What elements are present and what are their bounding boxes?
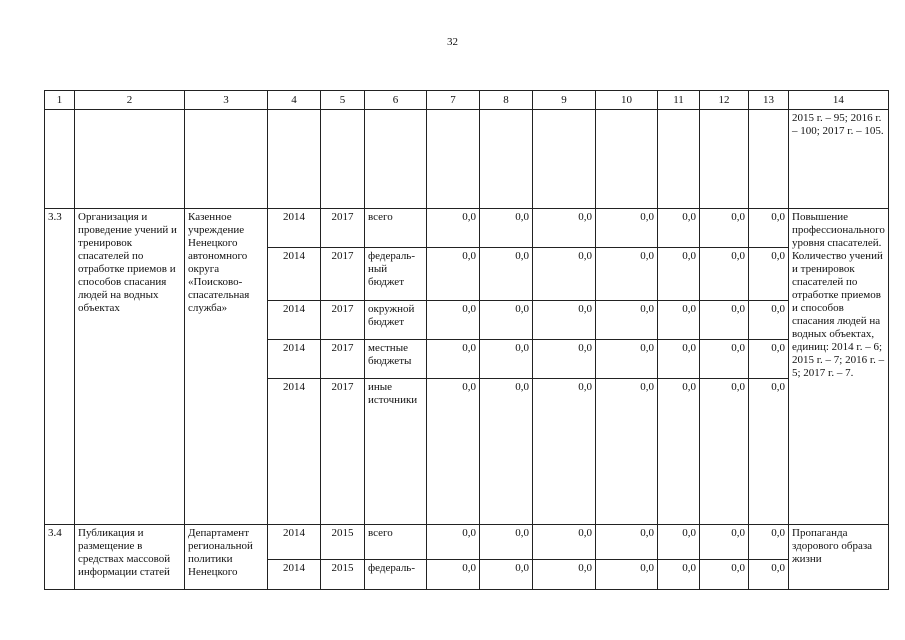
end-year: 2017 xyxy=(321,209,365,248)
amount-cell: 0,0 xyxy=(427,340,480,379)
start-year: 2014 xyxy=(268,525,321,560)
amount-cell: 0,0 xyxy=(658,525,700,560)
amount-cell: 0,0 xyxy=(749,379,789,525)
funding-source: федераль- xyxy=(365,560,427,590)
amount-cell: 0,0 xyxy=(700,525,749,560)
amount-cell: 0,0 xyxy=(658,379,700,525)
end-year: 2015 xyxy=(321,560,365,590)
header-cell-13: 13 xyxy=(749,91,789,110)
amount-cell: 0,0 xyxy=(749,248,789,301)
amount-cell: 0,0 xyxy=(596,560,658,590)
end-year: 2017 xyxy=(321,340,365,379)
header-cell-7: 7 xyxy=(427,91,480,110)
funding-source: федераль-ный бюджет xyxy=(365,248,427,301)
funding-source: всего xyxy=(365,209,427,248)
funding-source: всего xyxy=(365,525,427,560)
measure-name: Организация и проведение учений и тренировок спасателей по отработке приемов и способов спасания людей на водных объектах xyxy=(75,209,185,525)
end-year: 2017 xyxy=(321,248,365,301)
amount-cell: 0,0 xyxy=(596,248,658,301)
executor: Казенное учреждение Ненецкого автономного округа «Поисково-спасательная служба» xyxy=(185,209,268,525)
amount-cell: 0,0 xyxy=(533,209,596,248)
start-year: 2014 xyxy=(268,560,321,590)
section-number: 3.4 xyxy=(45,525,75,590)
start-year: 2014 xyxy=(268,209,321,248)
header-cell-5: 5 xyxy=(321,91,365,110)
amount-cell: 0,0 xyxy=(658,340,700,379)
continuation-row xyxy=(45,110,889,209)
amount-cell: 0,0 xyxy=(700,209,749,248)
amount-cell: 0,0 xyxy=(700,379,749,525)
amount-cell: 0,0 xyxy=(700,248,749,301)
amount-cell: 0,0 xyxy=(658,560,700,590)
amount-cell: 0,0 xyxy=(700,340,749,379)
funding-row xyxy=(45,209,889,248)
amount-cell: 0,0 xyxy=(533,340,596,379)
amount-cell: 0,0 xyxy=(427,525,480,560)
funding-row xyxy=(45,525,889,560)
amount-cell: 0,0 xyxy=(533,525,596,560)
amount-cell: 0,0 xyxy=(596,379,658,525)
start-year: 2014 xyxy=(268,248,321,301)
funding-source: местные бюджеты xyxy=(365,340,427,379)
amount-cell: 0,0 xyxy=(700,560,749,590)
header-cell-14: 14 xyxy=(789,91,889,110)
expected-result: Повышение профессионального уровня спасателей. Количество учений и тренировок спасателей по отработке приемов и способов спасания людей на водных объектах, единиц: 2014 г. – 6; 2015 г. – 7; 2016 г. – 5; 2017 г. – 7. xyxy=(789,209,889,525)
amount-cell: 0,0 xyxy=(533,560,596,590)
header-cell-12: 12 xyxy=(700,91,749,110)
header-cell-9: 9 xyxy=(533,91,596,110)
funding-source: иные источники xyxy=(365,379,427,525)
amount-cell: 0,0 xyxy=(427,209,480,248)
amount-cell: 0,0 xyxy=(749,209,789,248)
amount-cell: 0,0 xyxy=(480,301,533,340)
amount-cell: 0,0 xyxy=(480,248,533,301)
measure-name: Публикация и размещение в средствах массовой информации статей xyxy=(75,525,185,590)
executor: Департамент региональной политики Ненецкого xyxy=(185,525,268,590)
start-year: 2014 xyxy=(268,379,321,525)
amount-cell: 0,0 xyxy=(658,248,700,301)
amount-cell: 0,0 xyxy=(658,301,700,340)
header-cell-2: 2 xyxy=(75,91,185,110)
amount-cell: 0,0 xyxy=(427,301,480,340)
amount-cell: 0,0 xyxy=(480,560,533,590)
funding-source: окружной бюджет xyxy=(365,301,427,340)
amount-cell: 0,0 xyxy=(596,525,658,560)
expected-result: Пропаганда здорового образа жизни xyxy=(789,525,889,590)
amount-cell: 0,0 xyxy=(749,525,789,560)
amount-cell: 0,0 xyxy=(658,209,700,248)
header-cell-6: 6 xyxy=(365,91,427,110)
header-cell-4: 4 xyxy=(268,91,321,110)
header-cell-3: 3 xyxy=(185,91,268,110)
end-year: 2017 xyxy=(321,301,365,340)
header-cell-10: 10 xyxy=(596,91,658,110)
amount-cell: 0,0 xyxy=(596,301,658,340)
amount-cell: 0,0 xyxy=(480,379,533,525)
header-cell-8: 8 xyxy=(480,91,533,110)
header-row xyxy=(45,91,889,110)
amount-cell: 0,0 xyxy=(533,248,596,301)
end-year: 2015 xyxy=(321,525,365,560)
amount-cell: 0,0 xyxy=(749,340,789,379)
start-year: 2014 xyxy=(268,301,321,340)
amount-cell: 0,0 xyxy=(480,340,533,379)
header-cell-11: 11 xyxy=(658,91,700,110)
amount-cell: 0,0 xyxy=(427,248,480,301)
amount-cell: 0,0 xyxy=(480,209,533,248)
start-year: 2014 xyxy=(268,340,321,379)
program-table xyxy=(44,90,889,590)
end-year: 2017 xyxy=(321,379,365,525)
page-number: 32 xyxy=(447,36,458,48)
section-number: 3.3 xyxy=(45,209,75,525)
amount-cell: 0,0 xyxy=(749,301,789,340)
amount-cell: 0,0 xyxy=(533,301,596,340)
amount-cell: 0,0 xyxy=(427,560,480,590)
amount-cell: 0,0 xyxy=(700,301,749,340)
continuation-result: 2015 г. – 95; 2016 г. – 100; 2017 г. – 105. xyxy=(789,110,889,209)
amount-cell: 0,0 xyxy=(749,560,789,590)
amount-cell: 0,0 xyxy=(427,379,480,525)
amount-cell: 0,0 xyxy=(533,379,596,525)
header-cell-1: 1 xyxy=(45,91,75,110)
amount-cell: 0,0 xyxy=(596,209,658,248)
amount-cell: 0,0 xyxy=(596,340,658,379)
amount-cell: 0,0 xyxy=(480,525,533,560)
